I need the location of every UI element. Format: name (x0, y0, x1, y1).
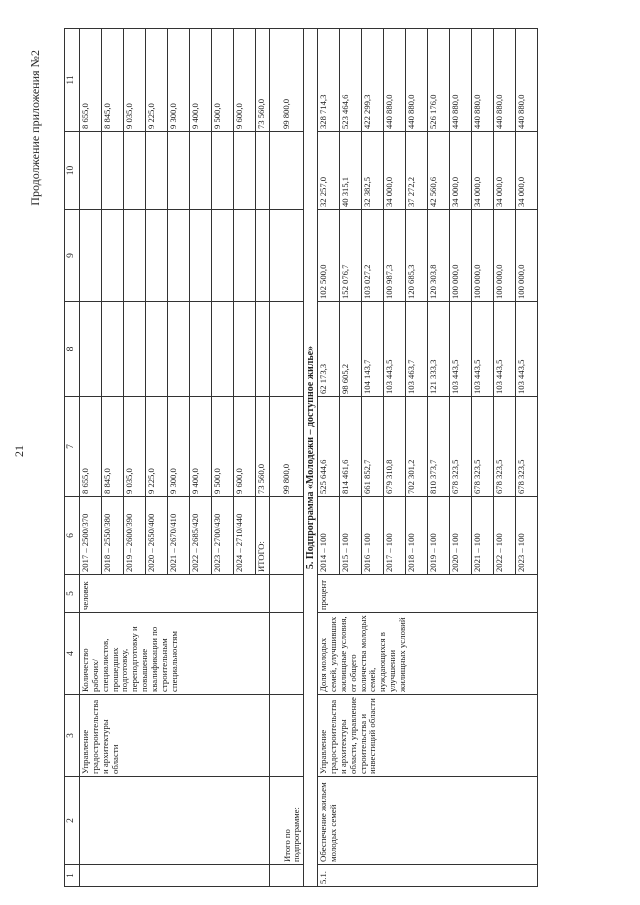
value-cell: 9 500,0 (212, 29, 234, 132)
value-cell: 34 000,0 (472, 132, 494, 210)
value-cell: 328 714,3 (318, 29, 340, 132)
value-cell: 9 225,0 (146, 29, 168, 132)
col-number: 3 (65, 695, 80, 777)
value-cell: 121 333,3 (428, 302, 450, 397)
unit-cell: процент (318, 575, 538, 613)
col-number: 8 (65, 302, 80, 397)
value-cell (190, 132, 212, 210)
period-cell: 2018 – 2550/380 (102, 497, 124, 575)
value-cell: 525 644,6 (318, 397, 340, 497)
period-cell: 2015 – 100 (340, 497, 362, 575)
value-cell: 440 880,0 (472, 29, 494, 132)
value-cell (190, 302, 212, 397)
period-cell: 2016 – 100 (362, 497, 384, 575)
value-cell: 422 299,3 (362, 29, 384, 132)
period-cell: 2019 – 100 (428, 497, 450, 575)
row-number-cell (270, 865, 304, 887)
value-cell (168, 132, 190, 210)
value-cell: 523 464,6 (340, 29, 362, 132)
subtotal-value: 99 800,0 (270, 29, 304, 132)
program-table (64, 28, 538, 887)
value-cell: 9 600,0 (234, 29, 256, 132)
value-cell (168, 210, 190, 302)
value-cell: 100 000,0 (450, 210, 472, 302)
measure-name-cell: Обеспечение жильем молодых семей (318, 777, 538, 865)
value-cell: 8 655,0 (80, 29, 102, 132)
executor-cell: Управление градостроительства и архитектуры области (80, 695, 270, 777)
value-cell (124, 210, 146, 302)
value-cell: 9 035,0 (124, 397, 146, 497)
row-number-cell: 5.1. (318, 865, 538, 887)
col-number: 6 (65, 497, 80, 575)
value-cell: 440 880,0 (406, 29, 428, 132)
value-cell: 9 300,0 (168, 29, 190, 132)
value-cell (80, 132, 102, 210)
value-cell: 810 373,7 (428, 397, 450, 497)
value-cell: 9 500,0 (212, 397, 234, 497)
period-cell: 2020 – 2650/400 (146, 497, 168, 575)
period-cell: 2024 – 2710/440 (234, 497, 256, 575)
value-cell (212, 210, 234, 302)
value-cell: 9 400,0 (190, 397, 212, 497)
empty-cell (270, 132, 304, 210)
value-cell: 100 000,0 (516, 210, 538, 302)
value-cell: 120 303,8 (428, 210, 450, 302)
period-cell: 2017 – 100 (384, 497, 406, 575)
col-number: 11 (65, 29, 80, 132)
measure-name-cell (80, 777, 270, 865)
period-cell: 2019 – 2600/390 (124, 497, 146, 575)
subtotal-row (270, 29, 304, 887)
value-cell: 440 880,0 (384, 29, 406, 132)
value-cell: 34 000,0 (516, 132, 538, 210)
value-cell (234, 210, 256, 302)
value-cell: 104 143,7 (362, 302, 384, 397)
value-cell: 103 443,5 (494, 302, 516, 397)
value-cell: 32 382,5 (362, 132, 384, 210)
period-cell: 2017 – 2500/370 (80, 497, 102, 575)
value-cell: 9 035,0 (124, 29, 146, 132)
value-cell: 103 443,5 (450, 302, 472, 397)
value-cell (256, 132, 270, 210)
value-cell (102, 210, 124, 302)
value-cell: 40 315,1 (340, 132, 362, 210)
section-row (304, 29, 318, 887)
executor-cell: Управление градостроительства и архитектуры области, управление строительства и инвестиций области (318, 695, 538, 777)
value-cell (146, 210, 168, 302)
value-cell: 9 225,0 (146, 397, 168, 497)
empty-cell (270, 575, 304, 613)
section-title: 5. Подпрограмма «Молодежи – доступное жилье» (304, 29, 318, 887)
period-cell: ИТОГО: (256, 497, 270, 575)
value-cell: 8 655,0 (80, 397, 102, 497)
value-cell: 73 560,0 (256, 397, 270, 497)
value-cell: 9 400,0 (190, 29, 212, 132)
value-cell: 103 027,2 (362, 210, 384, 302)
value-cell: 32 257,0 (318, 132, 340, 210)
empty-cell (270, 695, 304, 777)
value-cell: 100 000,0 (472, 210, 494, 302)
appendix-note: Продолжение приложения №2 (28, 50, 42, 206)
period-cell: 2014 – 100 (318, 497, 340, 575)
value-cell: 100 000,0 (494, 210, 516, 302)
value-cell: 702 301,2 (406, 397, 428, 497)
subtotal-label: Итого по подпрограмме: (270, 777, 304, 865)
row-number-cell (80, 865, 270, 887)
value-cell: 814 461,6 (340, 397, 362, 497)
page-number: 21 (12, 445, 26, 457)
value-cell: 98 605,2 (340, 302, 362, 397)
value-cell: 120 685,3 (406, 210, 428, 302)
col-number: 7 (65, 397, 80, 497)
value-cell: 678 323,5 (494, 397, 516, 497)
indicator-cell: Количество рабочих/ специалистов, прошедших подготовку, переподготовку и повышение квалификации по строительным специальностям (80, 613, 270, 695)
col-number: 2 (65, 777, 80, 865)
indicator-cell: Доля молодых семей, улучшивших жилищные условия, от общего количества молодых семей, нуждающихся в улучшении жилищных условий (318, 613, 538, 695)
value-cell: 34 000,0 (450, 132, 472, 210)
column-number-row (65, 29, 80, 887)
period-cell: 2023 – 100 (516, 497, 538, 575)
period-cell: 2022 – 2685/420 (190, 497, 212, 575)
value-cell: 103 443,5 (516, 302, 538, 397)
empty-cell (270, 210, 304, 302)
value-cell: 8 845,0 (102, 29, 124, 132)
col-number: 4 (65, 613, 80, 695)
value-cell: 678 323,5 (450, 397, 472, 497)
empty-cell (270, 302, 304, 397)
value-cell (256, 210, 270, 302)
value-cell (146, 302, 168, 397)
value-cell: 103 443,5 (384, 302, 406, 397)
value-cell: 678 323,5 (516, 397, 538, 497)
value-cell: 679 310,8 (384, 397, 406, 497)
value-cell: 103 463,7 (406, 302, 428, 397)
period-cell: 2022 – 100 (494, 497, 516, 575)
value-cell (256, 302, 270, 397)
value-cell: 152 076,7 (340, 210, 362, 302)
period-cell: 2021 – 2670/410 (168, 497, 190, 575)
value-cell (212, 302, 234, 397)
value-cell: 440 880,0 (450, 29, 472, 132)
unit-cell: человек (80, 575, 270, 613)
value-cell: 34 000,0 (494, 132, 516, 210)
empty-cell (270, 613, 304, 695)
value-cell (124, 302, 146, 397)
subtotal-value: 99 800,0 (270, 397, 304, 497)
value-cell: 440 880,0 (494, 29, 516, 132)
value-cell: 103 443,5 (472, 302, 494, 397)
period-cell: 2018 – 100 (406, 497, 428, 575)
value-cell: 102 500,0 (318, 210, 340, 302)
table-row (80, 29, 102, 887)
period-cell: 2023 – 2700/430 (212, 497, 234, 575)
value-cell (102, 132, 124, 210)
value-cell (80, 210, 102, 302)
col-number: 1 (65, 865, 80, 887)
col-number: 10 (65, 132, 80, 210)
value-cell (190, 210, 212, 302)
period-cell: 2021 – 100 (472, 497, 494, 575)
value-cell: 526 176,0 (428, 29, 450, 132)
value-cell (212, 132, 234, 210)
value-cell: 661 852,7 (362, 397, 384, 497)
period-cell: 2020 – 100 (450, 497, 472, 575)
value-cell: 100 987,3 (384, 210, 406, 302)
table-row (318, 29, 340, 887)
col-number: 9 (65, 210, 80, 302)
value-cell: 37 272,2 (406, 132, 428, 210)
col-number: 5 (65, 575, 80, 613)
value-cell (80, 302, 102, 397)
value-cell (234, 132, 256, 210)
value-cell: 42 560,6 (428, 132, 450, 210)
value-cell (102, 302, 124, 397)
value-cell: 678 323,5 (472, 397, 494, 497)
value-cell (168, 302, 190, 397)
value-cell: 440 880,0 (516, 29, 538, 132)
value-cell (146, 132, 168, 210)
value-cell: 8 845,0 (102, 397, 124, 497)
value-cell: 9 600,0 (234, 397, 256, 497)
value-cell: 62 173,3 (318, 302, 340, 397)
value-cell (124, 132, 146, 210)
value-cell: 34 000,0 (384, 132, 406, 210)
value-cell: 73 560,0 (256, 29, 270, 132)
empty-cell (270, 497, 304, 575)
value-cell: 9 300,0 (168, 397, 190, 497)
value-cell (234, 302, 256, 397)
